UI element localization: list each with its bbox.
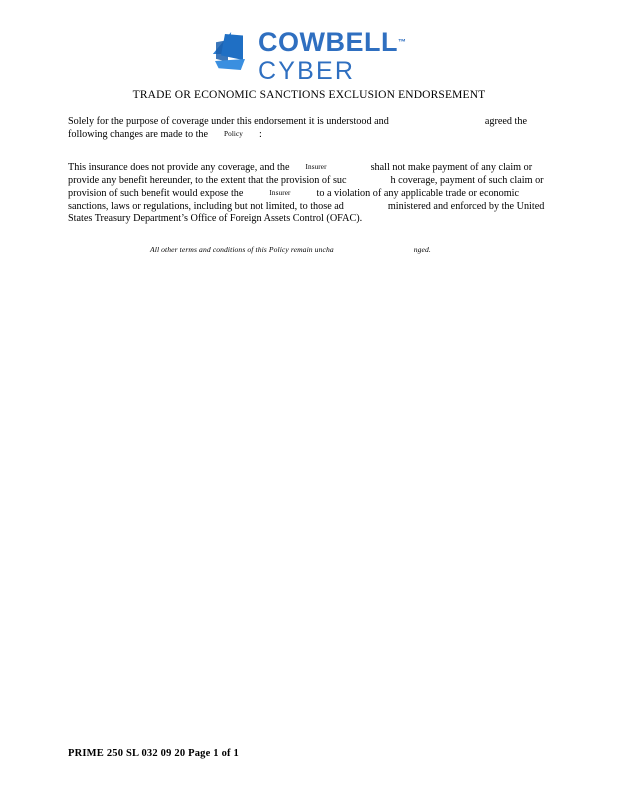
- body-segment-4: to a violation of any applicable trade or economic sanctions, laws or regulations, including but not limited, to those ad: [68, 188, 520, 212]
- cowbell-icon: [212, 30, 250, 74]
- intro-text-part1: Solely for the purpose of coverage under this endorsement it is understood and: [68, 116, 389, 127]
- closing-part-1: All other terms and conditions of this Policy remain uncha: [150, 245, 334, 254]
- logo-text: [258, 28, 406, 84]
- page-title: TRADE OR ECONOMIC SANCTIONS EXCLUSION ENDORSEMENT: [132, 89, 486, 101]
- intro-paragraph: [68, 116, 550, 142]
- intro-policy-term: Policy: [224, 130, 244, 139]
- closing-statement: [150, 245, 550, 254]
- intro-text-part2: agreed the following changes are made to the: [68, 116, 527, 141]
- closing-part-2: nged.: [413, 245, 431, 254]
- body-paragraph: [68, 161, 550, 226]
- body-insurer-term-1: Insurer: [305, 163, 327, 171]
- body-segment-2: shall not make payment of any claim or provide any benefit hereunder, to the extent that the provision of suc: [68, 162, 533, 186]
- intro-text-part4: :: [259, 129, 262, 141]
- brand-logo: [0, 28, 618, 84]
- body-segment-1: This insurance does not provide any coverage, and the: [68, 162, 290, 173]
- logo-inner: [212, 28, 406, 84]
- body-insurer-term-2: Insurer: [269, 189, 291, 198]
- logo-word-cowbell: COWBELL: [258, 27, 398, 57]
- body-segment-3: h coverage, payment of such claim or provision of such benefit would expose the: [68, 174, 544, 200]
- logo-word-cyber: CYBER: [258, 57, 356, 85]
- trademark-icon: ™: [397, 37, 406, 47]
- body-segment-5: ministered and enforced by the United States Treasury Department’s Office of Foreign Assets Control (OFAC).: [68, 200, 545, 225]
- document-footer: PRIME 250 SL 032 09 20 Page 1 of 1: [68, 748, 240, 759]
